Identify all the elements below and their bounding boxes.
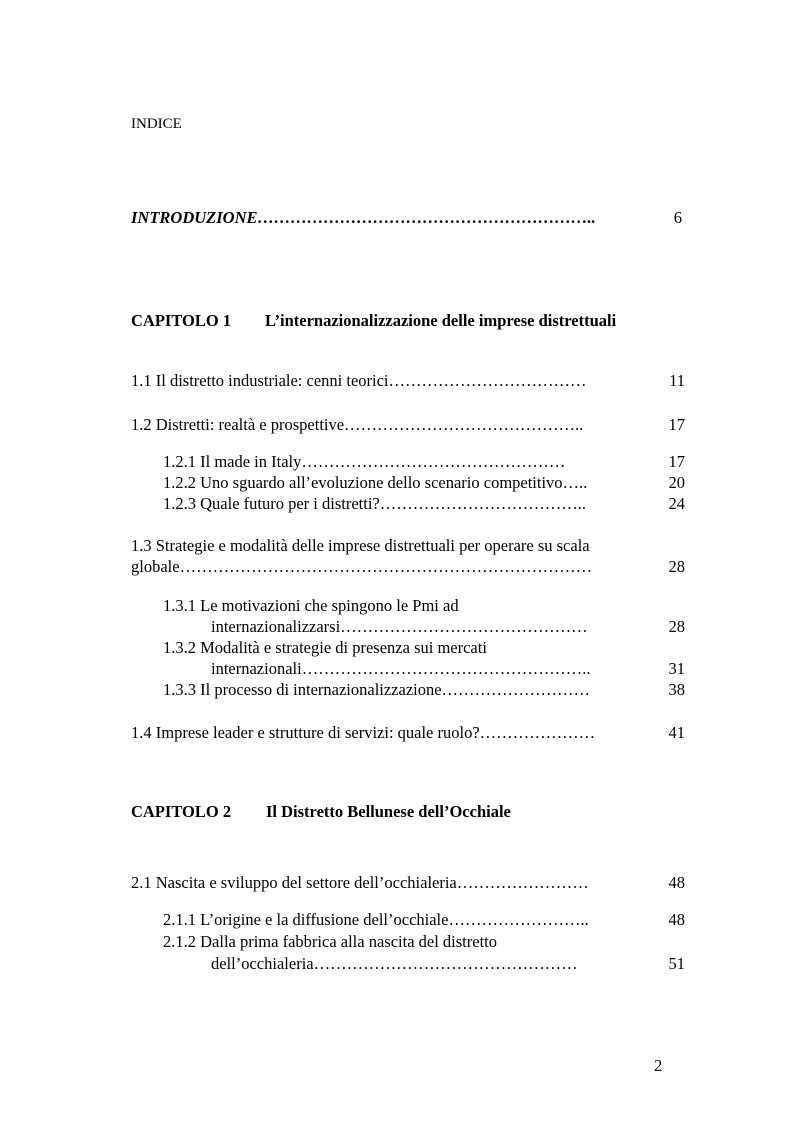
toc-entry-1-2: 1.2 Distretti: realtà e prospettive…………………………………….. (131, 415, 584, 434)
toc-page-1-4: 41 (668, 723, 685, 742)
index-heading: INDICE (131, 116, 182, 132)
toc-entry-2-1-1: 2.1.1 L’origine e la diffusione dell’occhiale…………………….. (163, 910, 589, 929)
toc-entry-2-1-2-line2: dell’occhialeria………………………………………… (211, 954, 578, 973)
toc-entry-2-1-2-line1: 2.1.2 Dalla prima fabbrica alla nascita del distretto (163, 932, 497, 951)
chapter1-title: L’internazionalizzazione delle imprese distrettuali (265, 311, 617, 330)
toc-page-1-2-3: 24 (668, 494, 685, 513)
toc-page-1-2: 17 (668, 415, 685, 434)
toc-entry-1-4: 1.4 Imprese leader e strutture di servizi: quale ruolo?………………… (131, 723, 596, 742)
toc-page-1-3-2: 31 (668, 659, 685, 678)
toc-page-2-1-2: 51 (668, 954, 685, 973)
toc-entry-1-1: 1.1 Il distretto industriale: cenni teorici……………………………… (131, 371, 587, 390)
toc-page-1-3-3: 38 (668, 680, 685, 699)
intro-title (131, 208, 596, 228)
toc-page-1-2-2: 20 (668, 473, 685, 492)
toc-page-1-3-1: 28 (668, 617, 685, 636)
chapter1-label: CAPITOLO 1 (131, 311, 232, 330)
toc-entry-1-3-3: 1.3.3 Il processo di internazionalizzazione……………………… (163, 680, 591, 699)
toc-page-2-1-1: 48 (668, 910, 685, 929)
toc-entry-1-2-2: 1.2.2 Uno sguardo all’evoluzione dello scenario competitivo….. (163, 473, 588, 492)
intro-page: 6 (673, 208, 682, 227)
toc-entry-1-3-1-line2: internazionalizzarsi……………………………………… (211, 617, 588, 636)
intro-label: INTRODUZIONE (131, 208, 258, 227)
toc-entry-1-3-line2: globale………………………………………………………………… (131, 557, 593, 576)
toc-entry-1-3-line1: 1.3 Strategie e modalità delle imprese distrettuali per operare su scala (131, 536, 590, 555)
chapter2-label: CAPITOLO 2 (131, 802, 232, 821)
toc-entry-1-2-3: 1.2.3 Quale futuro per i distretti?……………………………….. (163, 494, 586, 513)
toc-entry-1-3-2-line2: internazionali…………………………………………….. (211, 659, 591, 678)
toc-page-1-1: 11 (669, 371, 685, 390)
toc-entry-1-3-2-line1: 1.3.2 Modalità e strategie di presenza sui mercati (163, 638, 487, 657)
toc-page-1-2-1: 17 (668, 452, 685, 471)
intro-leader: …………………………………………………….. (257, 208, 596, 227)
toc-entry-1-2-1: 1.2.1 Il made in Italy………………………………………… (163, 452, 566, 471)
toc-entry-1-3-1-line1: 1.3.1 Le motivazioni che spingono le Pmi ad (163, 596, 459, 615)
toc-page-2-1: 48 (668, 873, 685, 892)
toc-entry-2-1: 2.1 Nascita e sviluppo del settore dell’occhialeria…………………… (131, 873, 589, 892)
toc-page-1-3: 28 (668, 557, 685, 576)
page-number: 2 (654, 1056, 663, 1075)
chapter2-title: Il Distretto Bellunese dell’Occhiale (266, 802, 511, 821)
